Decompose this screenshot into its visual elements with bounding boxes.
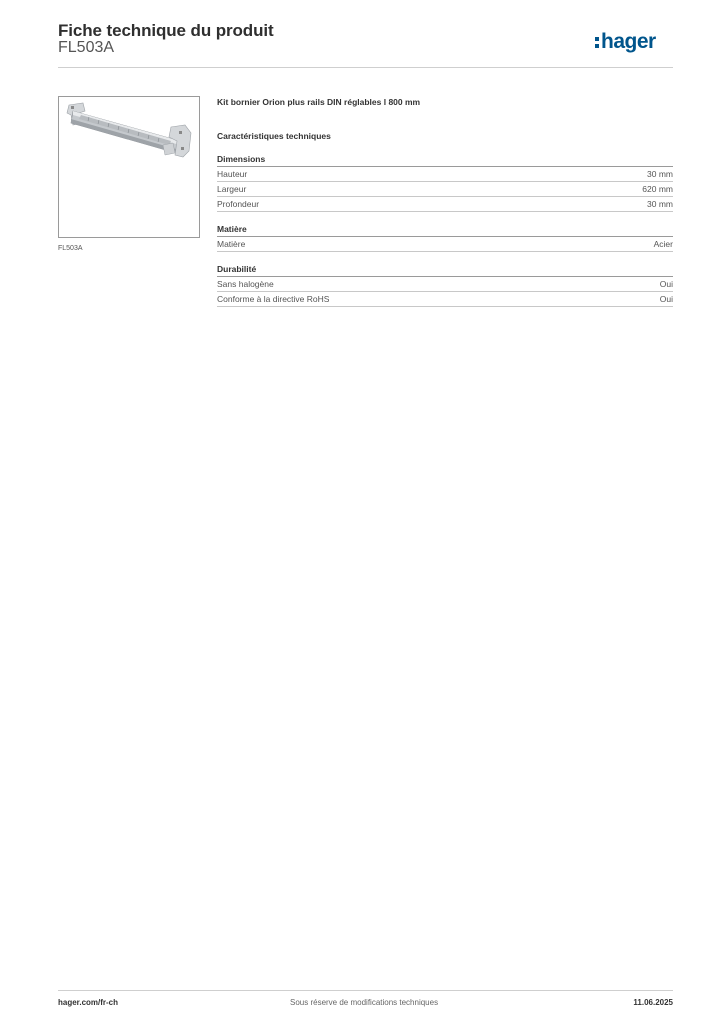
spec-row	[217, 277, 673, 292]
svg-text:hager: hager	[601, 30, 656, 53]
spec-row	[217, 292, 673, 307]
spec-value: Oui	[659, 279, 673, 289]
spec-label: Sans halogène	[217, 279, 274, 289]
spec-value: 30 mm	[647, 199, 673, 209]
spec-row	[217, 167, 673, 182]
spec-row	[217, 197, 673, 212]
spec-label: Hauteur	[217, 169, 248, 179]
spec-value: Oui	[659, 294, 673, 304]
page-title: Fiche technique du produit	[58, 21, 274, 40]
footer-website[interactable]: hager.com/fr-ch	[58, 998, 119, 1007]
spec-label: Profondeur	[217, 199, 260, 209]
product-code: FL503A	[58, 39, 115, 56]
image-caption: FL503A	[58, 245, 83, 252]
spec-value: 30 mm	[647, 169, 673, 179]
details-panel	[217, 96, 673, 307]
footer-disclaimer: Sous réserve de modifications techniques	[290, 998, 439, 1007]
spec-row	[217, 237, 673, 252]
group-title: Dimensions	[217, 153, 673, 167]
group-title: Durabilité	[217, 263, 673, 277]
hager-logo	[594, 29, 674, 55]
spec-value: 620 mm	[642, 184, 673, 194]
header-divider	[58, 67, 673, 68]
product-image	[58, 96, 200, 238]
product-name: Kit bornier Orion plus rails DIN réglables l 800 mm	[217, 97, 421, 107]
spec-label: Conforme à la directive RoHS	[217, 294, 330, 304]
spec-group-durability	[217, 263, 673, 307]
spec-value: Acier	[653, 239, 673, 249]
spec-group-material	[217, 223, 673, 252]
footer-divider	[58, 990, 673, 991]
spec-label: Matière	[217, 239, 246, 249]
spec-label: Largeur	[217, 184, 247, 194]
spec-group-dimensions	[217, 153, 673, 212]
specs-title: Caractéristiques techniques	[217, 131, 331, 141]
footer-date: 11.06.2025	[633, 998, 673, 1007]
spec-row	[217, 182, 673, 197]
group-title: Matière	[217, 223, 673, 237]
din-rail-kit-image	[59, 97, 199, 237]
